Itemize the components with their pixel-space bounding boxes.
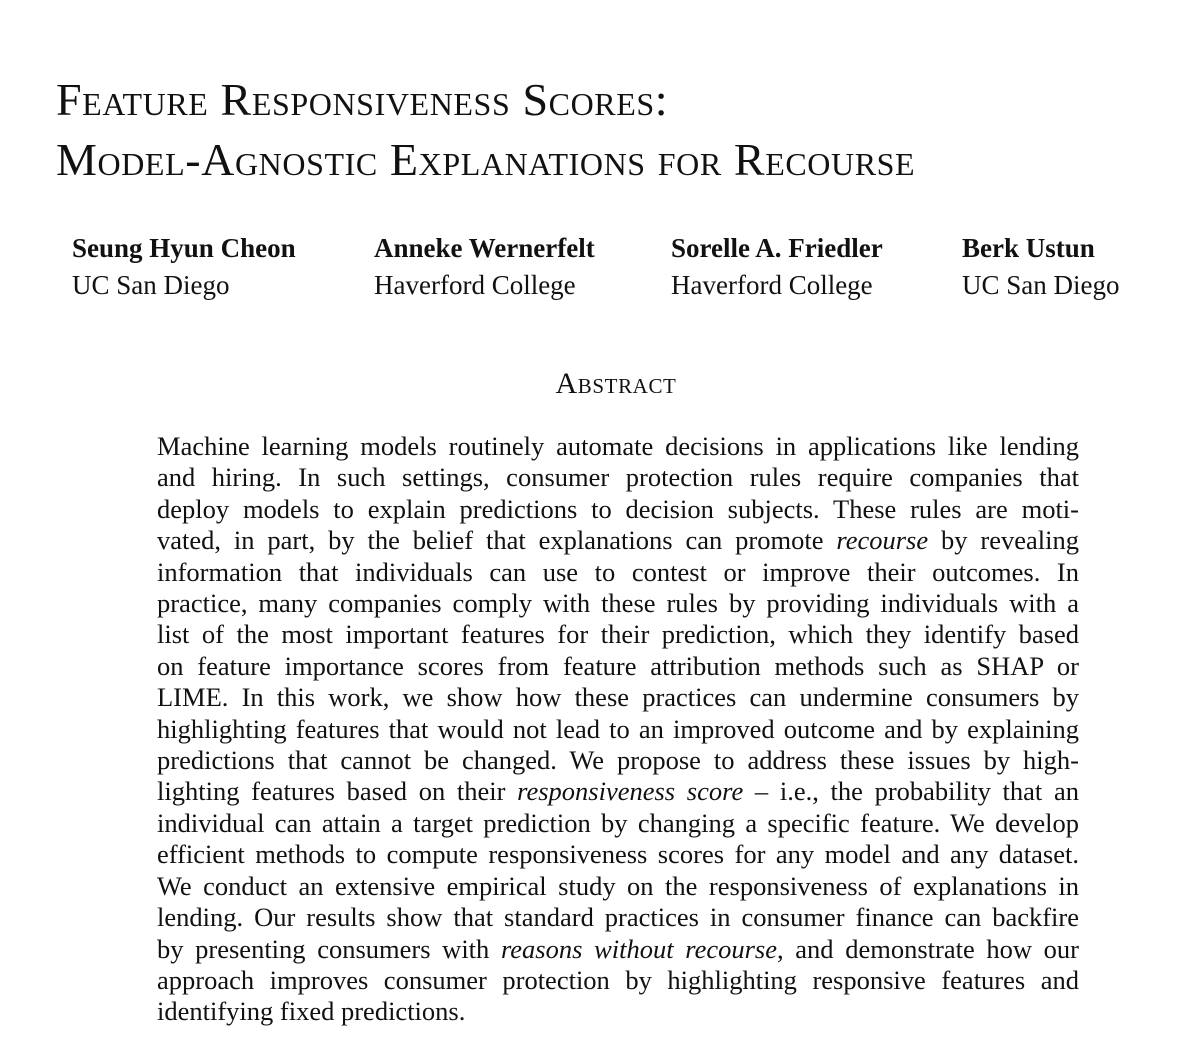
paper-title	[56, 70, 1176, 190]
abstract-line	[157, 462, 1079, 493]
author-affiliation: Haverford College	[374, 270, 576, 300]
author-affiliation: UC San Diego	[72, 270, 230, 300]
abstract-text: practice, many companies comply with these rules by providing individuals with a	[157, 588, 1079, 619]
abstract-line	[157, 745, 1079, 776]
author-affiliation: Haverford College	[671, 270, 873, 300]
author-3	[671, 230, 883, 304]
abstract-line	[157, 431, 1079, 462]
abstract-text: efficient methods to compute responsiveness scores for any model and any dataset.	[157, 839, 1079, 870]
abstract-body	[157, 431, 1079, 1028]
abstract-emphasis: responsiveness score	[517, 776, 744, 807]
abstract-emphasis: recourse	[836, 525, 929, 556]
abstract-text: and hiring. In such settings, consumer protection rules require companies that	[157, 462, 1079, 493]
abstract-heading: Abstract	[555, 367, 677, 400]
abstract-emphasis: reasons without recourse	[500, 933, 777, 964]
author-name: Sorelle A. Friedler	[671, 233, 883, 263]
abstract-line	[157, 525, 1079, 556]
abstract-line	[157, 902, 1079, 933]
abstract-text: – i.e., the probability that an	[743, 776, 1079, 807]
author-affiliation: UC San Diego	[962, 270, 1120, 300]
abstract-line	[157, 871, 1079, 902]
abstract-text: vated, in part, by the belief that explanations can promote	[157, 525, 837, 556]
abstract-text: identifying fixed predictions.	[157, 996, 466, 1027]
abstract-text: Machine learning models routinely automate decisions in applications like lending	[157, 431, 1079, 461]
abstract-line	[157, 714, 1079, 745]
author-1	[72, 230, 296, 304]
author-name: Berk Ustun	[962, 233, 1095, 263]
abstract-line	[157, 494, 1079, 525]
abstract-line	[157, 619, 1079, 650]
abstract-text: lighting features based on their	[157, 776, 518, 807]
abstract-text: deploy models to explain predictions to decision subjects. These rules are moti-	[157, 493, 1079, 524]
abstract-line	[157, 839, 1079, 870]
abstract-text: LIME. In this work, we show how these practices can undermine consumers by	[157, 682, 1079, 713]
abstract-text: by revealing	[928, 525, 1080, 556]
author-name: Anneke Wernerfelt	[374, 233, 595, 263]
paper-title-line-2: Model-Agnostic Explanations for Recourse	[56, 134, 916, 185]
abstract-text: lending. Our results show that standard practices in consumer finance can backfire	[157, 902, 1079, 933]
abstract-line	[157, 996, 1079, 1027]
paper-title-line-1: Feature Responsiveness Scores:	[56, 74, 669, 125]
author-4	[962, 230, 1120, 304]
abstract-text: on feature importance scores from feature attribution methods such as SHAP or	[157, 650, 1079, 681]
abstract-text: We conduct an extensive empirical study on the responsiveness of explanations in	[157, 870, 1079, 901]
abstract-text: by presenting consumers with	[157, 933, 501, 964]
abstract-text: approach improves consumer protection by highlighting responsive features and	[157, 964, 1079, 995]
abstract-text: individual can attain a target prediction by changing a specific feature. We develop	[157, 807, 1079, 838]
abstract-line	[157, 934, 1079, 965]
abstract-line	[157, 965, 1079, 996]
abstract-line	[157, 682, 1079, 713]
abstract-text: list of the most important features for their prediction, which they identify based	[157, 619, 1079, 650]
abstract-line	[157, 776, 1079, 807]
abstract-text: highlighting features that would not lead to an improved outcome and by explaining	[157, 713, 1079, 744]
abstract-line	[157, 588, 1079, 619]
abstract-line	[157, 651, 1079, 682]
abstract-text: information that individuals can use to contest or improve their outcomes. In	[157, 556, 1079, 587]
author-list	[72, 230, 1152, 310]
abstract-line	[157, 808, 1079, 839]
abstract-text: predictions that cannot be changed. We propose to address these issues by high-	[157, 745, 1079, 776]
author-2	[374, 230, 595, 304]
author-name: Seung Hyun Cheon	[72, 233, 296, 263]
abstract-text: , and demonstrate how our	[777, 933, 1079, 964]
abstract-line	[157, 557, 1079, 588]
